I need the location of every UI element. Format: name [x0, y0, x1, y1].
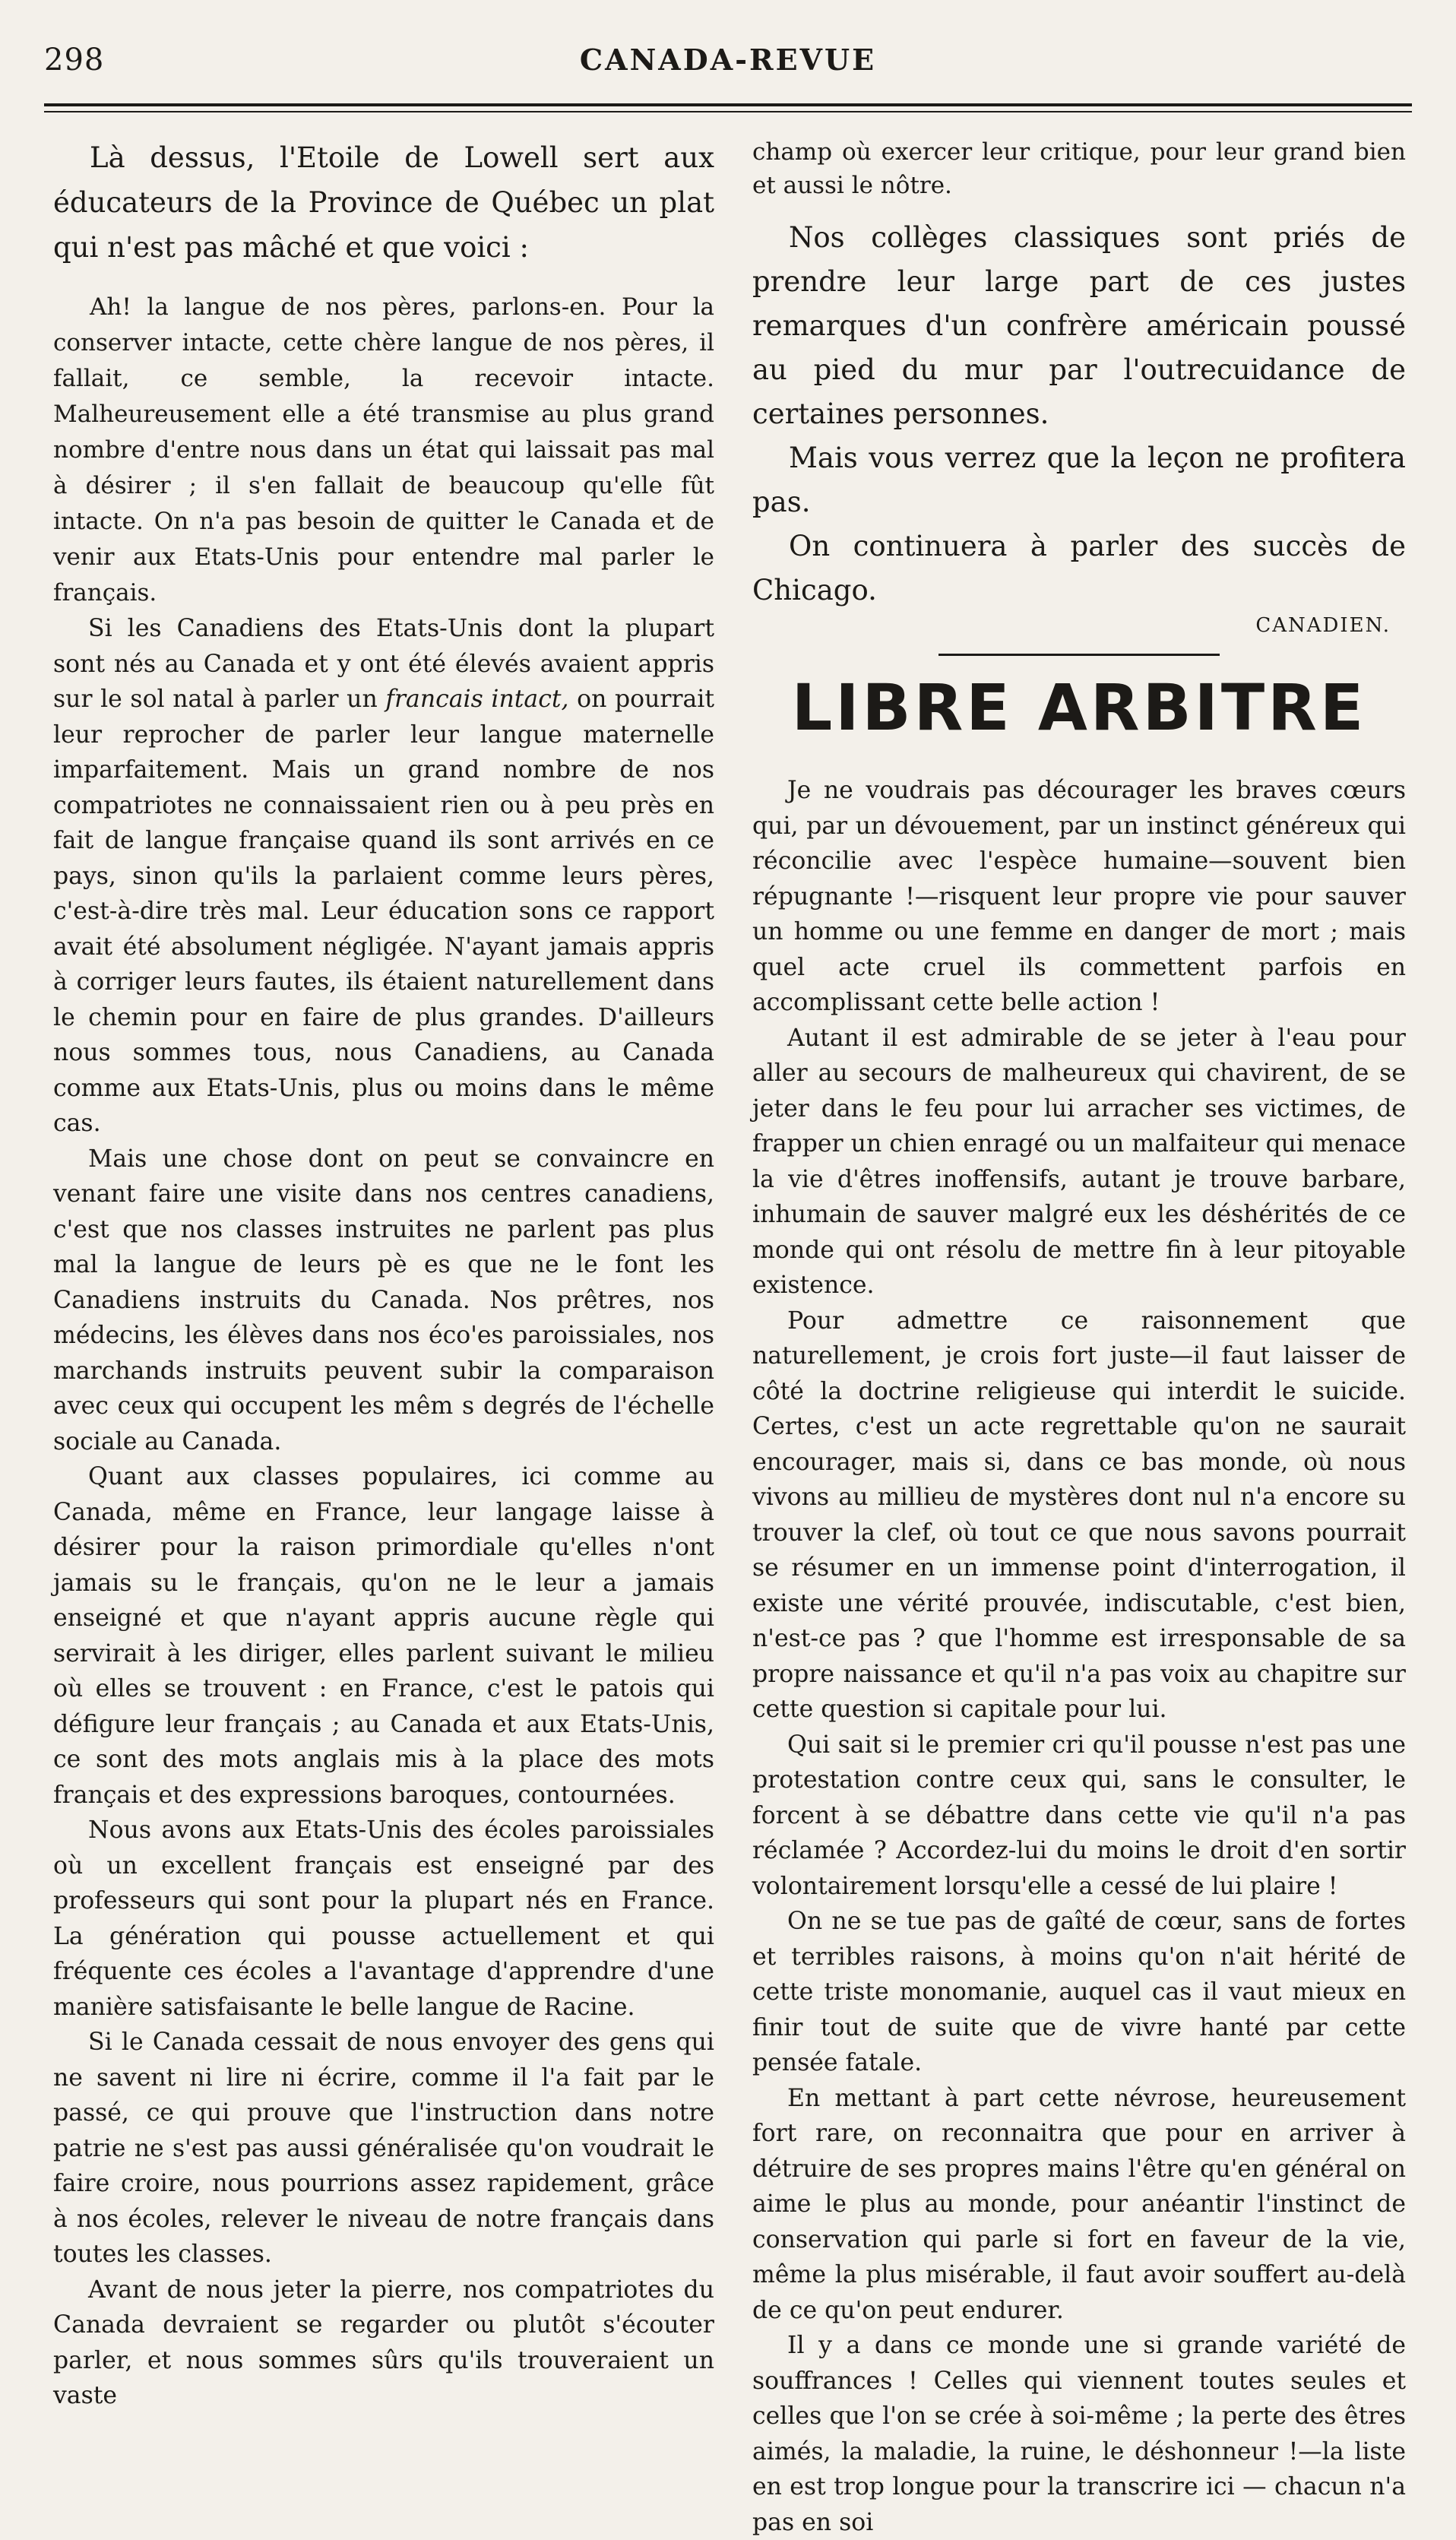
body-paragraph: Nous avons aux Etats-Unis des écoles paroissiales où un excellent français est enseigné par des professeurs qui sont pour la plupart nés en France. La génération qui pousse actuellement et qui fréquente ces écoles a l'avantage d'apprendre d'une manière satisfaisante le belle langue de Racine.	[53, 1816, 714, 2021]
right-column	[752, 135, 1406, 2536]
article-paragraph: En mettant à part cette névrose, heureusement fort rare, on reconnaitra que pour en arriver à détruire de ses propres mains l'être qu'en général on aime le plus au monde, pour anéantir l'instinct de conservation qui parle si fort en faveur de la vie, même la plus misérable, il faut avoir souffert au-delà de ce qu'on peut endurer.	[752, 2084, 1406, 2324]
closing-remarks	[752, 216, 1406, 613]
body-paragraph: Quant aux classes populaires, ici comme au Canada, même en France, leur langage laisse à désirer pour la raison primordiale qu'elles n'ont jamais su le français, qu'on ne le leur a jamais enseigné et que n'ayant appris aucune règle qui servirait à les diriger, elles parlent suivant le milieu où elles se trouvent : en France, c'est le patois qui défigure leur français ; au Canada et aux Etats-Unis, ce sont des mots anglais mis à la place des mots français et des expressions baroques, contournées.	[53, 1463, 714, 1809]
page-header	[44, 43, 1412, 88]
header-rule-thin	[44, 111, 1412, 112]
paragraph-text: Si les Canadiens des Etats-Unis dont la plupart sont nés au Canada et y ont été élevés avaient appris sur le sol natal à parler un	[53, 615, 714, 713]
remark-paragraph: Nos collèges classiques sont priés de prendre leur large part de ces justes remarques d'un confrère américain poussé au pied du mur par l'outrecuidance de certaines personnes.	[752, 221, 1406, 430]
continuation-block	[752, 135, 1406, 202]
left-body	[53, 611, 714, 2414]
remark-paragraph: Mais vous verrez que la leçon ne profitera pas.	[752, 442, 1406, 518]
article-paragraph: Qui sait si le premier cri qu'il pousse n'est pas une protestation contre ceux qui, sans le consulter, le forcent à se débattre dans cette vie qu'il n'a pas réclamée ? Accordez-lui du moins le droit d'en sortir volontairement lorsqu'elle a cessé de lui plaire !	[752, 1731, 1406, 1900]
intro-paragraph: Là dessus, l'Etoile de Lowell sert aux éducateurs de la Province de Québec un plat qui n'est pas mâché et que voici :	[53, 141, 714, 264]
body-paragraph	[53, 611, 714, 1142]
author-signature: CANADIEN.	[1255, 614, 1391, 637]
left-column	[53, 135, 715, 2409]
body-paragraph: Si le Canada cessait de nous envoyer des gens qui ne savent ni lire ni écrire, comme il l'a fait par le passé, ce qui prouve que l'instruction dans notre patrie ne s'est pas aussi généralisée qu'on voudrait le faire croire, nous pourrions assez rapidement, grâce à nos écoles, relever le niveau de notre français dans toutes les classes.	[53, 2029, 714, 2268]
article-body	[752, 773, 1406, 2540]
remark-paragraph: On continuera à parler des succès de Chicago.	[752, 530, 1406, 606]
continuation-paragraph: champ où exercer leur critique, pour leur grand bien et aussi le nôtre.	[752, 138, 1406, 199]
quote-paragraph: Ah! la langue de nos pères, parlons-en. Pour la conserver intacte, cette chère langue de nos pères, il fallait, ce semble, la recevoir intacte. Malheureusement elle a été transmise au plus grand nombre d'entre nous dans un état qui laissait pas mal à désirer ; il s'en fallait de beaucoup qu'elle fût intacte. On n'a pas besoin de quitter le Canada et de venir aux Etats-Unis pour entendre mal parler le français.	[53, 293, 714, 606]
quoted-passage	[53, 290, 714, 611]
article-title: LIBRE ARBITRE	[791, 670, 1367, 745]
header-rule-thick	[44, 103, 1412, 106]
article-paragraph: Pour admettre ce raisonnement que naturellement, je crois fort juste—il faut laisser de côté la doctrine religieuse qui interdit le suicide. Certes, c'est un acte regrettable qu'on ne saurait encourager, mais si, dans ce bas monde, où nous vivons au millieu de mystères dont nul n'a encore su trouver la clef, où tout ce que nous savons pourrait se résumer en un immense point d'interrogation, il existe une vérité prouvée, indiscutable, c'est bien, n'est-ce pas ? que l'homme est irresponsable de sa propre naissance et qu'il n'a pas voix au chapitre sur cette question si capitale pour lui.	[752, 1306, 1406, 1723]
running-title: CANADA-REVUE	[579, 43, 877, 77]
article-paragraph: On ne se tue pas de gaîté de cœur, sans de fortes et terribles raisons, à moins qu'on n'ait hérité de cette triste monomanie, auquel cas il vaut mieux en finir tout de suite que de vivre hanté par cette pensée fatale.	[752, 1908, 1406, 2076]
article-paragraph: Je ne voudrais pas décourager les braves cœurs qui, par un dévouement, par un instinct généreux qui réconcilie avec l'espèce humaine—souvent bien répugnante !—risquent leur propre vie pour sauver un homme ou une femme en danger de mort ; mais quel acte cruel ils commettent parfois en accomplissant cette belle action !	[752, 777, 1406, 1016]
article-paragraph: Il y a dans ce monde une si grande variété de souffrances ! Celles qui viennent toutes seules et celles que l'on se crée à soi-même ; la perte des êtres aimés, la maladie, la ruine, le déshonneur !—la liste en est trop longue pour la transcrire ici — chacun n'a pas en soi	[752, 2332, 1406, 2536]
body-paragraph: Mais une chose dont on peut se convaincre en venant faire une visite dans nos centres canadiens, c'est que nos classes instruites ne parlent pas plus mal la langue de leurs pè es que ne le font les Canadiens instruits du Canada. Nos prêtres, nos médecins, les élèves dans nos éco'es paroissiales, nos marchands instruits peuvent subir la comparaison avec ceux qui occupent les mêm s degrés de l'échelle sociale au Canada.	[53, 1145, 714, 1455]
italic-phrase: francais intact,	[385, 686, 569, 713]
paragraph-text: on pourrait leur reprocher de parler leur langue maternelle imparfaitement. Mais un grand nombre de nos compatriotes ne connaissaient rien ou à peu près en fait de langue française quand ils sont arrivés en ce pays, sinon qu'ils la parlaient comme leurs pères, c'est-à-dire très mal. Leur éducation sons ce rapport avait été absolument négligée. N'ayant jamais appris à corriger leurs fautes, ils étaient naturellement dans le chemin pour en faire de plus grandes. D'ailleurs nous sommes tous, nous Canadiens, au Canada comme aux Etats-Unis, plus ou moins dans le même cas.	[53, 686, 715, 1137]
page-number: 298	[44, 43, 105, 78]
body-paragraph: Avant de nous jeter la pierre, nos compatriotes du Canada devraient se regarder ou plutôt s'écouter parler, et nous sommes sûrs qu'ils trouveraient un vaste	[53, 2276, 714, 2409]
article-paragraph: Autant il est admirable de se jeter à l'eau pour aller au secours de malheureux qui chavirent, de se jeter dans le feu pour lui arracher ses victimes, de frapper un chien enragé ou un malfaiteur qui menace la vie d'êtres inoffensifs, autant je trouve barbare, inhumain de sauver malgré eux les déshérités de ce monde qui ont résolu de mettre fin à leur pitoyable existence.	[752, 1024, 1406, 1299]
section-divider	[938, 654, 1220, 656]
